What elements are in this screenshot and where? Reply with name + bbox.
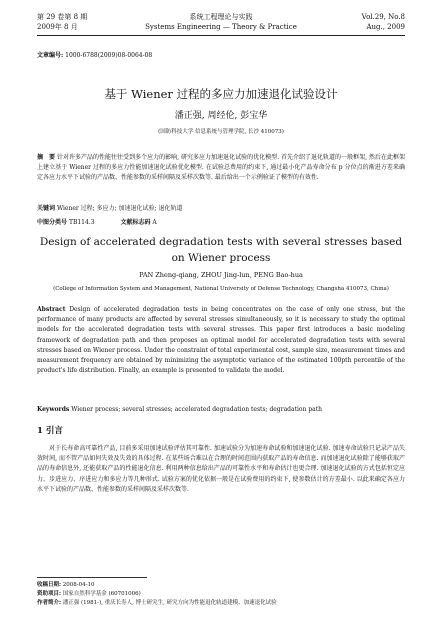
journal-issue-cn: 第 29 卷第 8 期 <box>37 13 88 21</box>
bio-value: 潘正强 (1981-), 重庆长寿人, 博士研究生, 研究方向为性能退化轨道建模、加速退化试验 <box>62 600 277 606</box>
footnote-funding <box>37 590 405 598</box>
funding-value: 国家自然科学基金 (60701006) <box>62 591 141 597</box>
abstract-en-label: Abstract <box>37 306 66 313</box>
date-en: Aug., 2009 <box>366 23 405 31</box>
abstract-en <box>37 305 405 376</box>
classification-cn <box>37 218 405 228</box>
journal-name-cn: 系统工程理论与实践 <box>189 13 253 21</box>
article-number-label: 文章编号: <box>37 52 64 59</box>
title-cn: 基于 Wiener 过程的多应力加速退化试验设计 <box>104 87 338 101</box>
keywords-en <box>37 405 405 415</box>
affiliation-cn: (国防科技大学 信息系统与管理学院, 长沙 410073) <box>158 129 284 135</box>
footnote-author-bio <box>37 599 405 607</box>
abstract-cn <box>37 153 405 184</box>
article-number-value: 1000-6788(2009)08-0064-08 <box>65 52 153 59</box>
abstract-cn-text: 针对许多产品的性能往往受到多个应力的影响, 研究多应力加速退化试验的优化模型. 首先介绍了退化轨道的一般框架, 然后在此框架上建立基于 Wiener 过程的多应力性能加速退化试验优化模型. 在试验总费用的约束下, 通过最小化产品寿命分布 p 分位点的渐进方差来确定各应力水平下试验的产品数、性能参数的采样间隔及采样次数等. 最后给出一个示例验证了模型的有效性. <box>37 154 405 182</box>
keywords-en-text: Wiener process; several stresses; accelerated degradation tests; degradation path <box>71 406 322 413</box>
bio-label: 作者简介: <box>37 600 62 606</box>
keywords-en-label: Keywords <box>37 406 70 413</box>
funding-label: 资助项目: <box>37 591 62 597</box>
volume-en: Vol.29, No.8 <box>361 13 405 21</box>
keywords-cn-text: Wiener 过程; 多应力; 加速退化试验; 退化轨道 <box>56 205 183 212</box>
abstract-en-text: Design of accelerated degradation tests in being concentrates on the case of only one stress, but the performance of many products are affected by several stresses simultaneously, so it is necessary to study the optimal models for the accelerated degradation tests with several stresses. This paper first introduces a basic modeling framework of degradation path and then proposes an optimal model for accelerated degradation tests with several stresses based on Wiener process. Under the constraint of total experimental cost, sample size, measurement times and measurement frequency are obtained by minimizing the asymptotic variance of the estimated 100pth percentile of the product's life distribution. Finally, an example is presented to validate the model. <box>37 306 405 375</box>
abstract-cn-label: 摘 要 <box>37 154 56 161</box>
authors-en: PAN Zheng-qiang, ZHOU Jing-lun, PENG Bao-hua <box>139 271 303 279</box>
received-value: 2008-04-10 <box>62 582 95 588</box>
keywords-cn <box>37 204 405 214</box>
article-number <box>37 52 405 60</box>
clc-value: TB114.3 <box>68 219 95 226</box>
header-rule <box>37 35 405 36</box>
section-1-heading: 1 引言 <box>37 426 63 436</box>
footnote-rule <box>37 577 147 578</box>
authors-cn: 潘正强, 周经伦, 彭宝华 <box>174 111 268 121</box>
doc-code-label: 文献标志码 <box>120 219 151 226</box>
doc-code-value: A <box>152 219 157 226</box>
date-cn: 2009年 8 月 <box>37 23 78 31</box>
title-en: Design of accelerated degradation tests with several stresses based on Wiener process <box>39 236 403 264</box>
section-1-body: 对于长寿命高可靠性产品, 目前多采用加速试验评估其可靠性. 加速试验分为加速寿命试验和加速退化试验. 加速寿命试验只记录产品失效时间, 而不管产品如何失效及失效的具体过程. 在某些场合难以在合理的时间范围内获取产品的寿命信息. 而加速退化试验除了能够获取产品的寿命信息外, 还能获取产品的性能退化信息. 利用两种信息给出产品的可靠性水平和寿命估计也更合理. 加速退化试验的方式包括恒定应力、步进应力、序进应力和多应力等几种形式. 试验方案的优化依据一般是在试验费用的约束下, 使参数估计的方差最小. 以此来确定各应力水平下试验的产品数、性能参数的采样间隔及采样次数等. <box>37 445 405 493</box>
clc-label: 中图分类号 <box>37 219 68 226</box>
footnote-received <box>37 581 405 589</box>
journal-name-en: Systems Engineering — Theory & Practice <box>145 23 297 31</box>
keywords-cn-label: 关键词 <box>37 205 56 212</box>
affiliation-en: (College of Information System and Management, National University of Defense Technology, Changsha 410073, China) <box>53 286 389 292</box>
received-label: 收稿日期: <box>37 582 62 588</box>
